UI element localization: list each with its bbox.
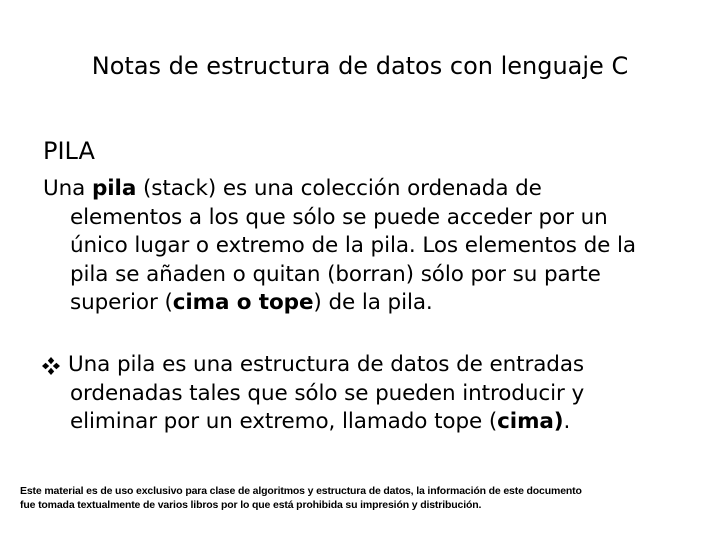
paragraph-line: [43, 289, 703, 318]
text-run: .: [563, 409, 571, 434]
bold-term-cima-o-tope: cima o tope: [172, 290, 314, 315]
paragraph-line: elementos a los que sólo se puede acceder por un: [70, 204, 608, 230]
paragraph-line: ordenadas tales que sólo se pueden introducir y: [70, 380, 585, 406]
paragraph-line: [43, 351, 703, 380]
paragraph-line: pila se añaden o quitan (borran) sólo por su parte: [70, 261, 601, 287]
text-run: superior (: [70, 290, 173, 315]
bold-term-cima: cima): [497, 409, 564, 434]
text-run: (stack) es una colección ordenada de: [136, 176, 542, 201]
paragraph-line: único lugar o extremo de la pila. Los elementos de la: [70, 233, 636, 258]
bullet-paragraph: [43, 351, 703, 437]
stack-definition-paragraph: [43, 175, 703, 318]
footer-disclaimer: [20, 484, 720, 512]
slide-title: Notas de estructura de datos con lenguaje C: [91, 52, 629, 80]
text-run: Una pila es una estructura de datos de entradas: [68, 352, 585, 377]
paragraph-line: [43, 408, 703, 437]
bold-term-pila: pila: [91, 176, 137, 201]
section-heading: PILA: [43, 137, 95, 165]
diamond-bullet-icon: [41, 351, 68, 376]
text-run: eliminar por un extremo, llamado tope (: [70, 409, 498, 434]
text-run: Una: [43, 176, 92, 201]
footer-line: Este material es de uso exclusivo para clase de algoritmos y estructura de datos, la información de este documento: [20, 485, 582, 497]
footer-line: fue tomada textualmente de varios libros por lo que está prohibida su impresión y distribución.: [20, 499, 482, 511]
paragraph-line: [43, 175, 703, 204]
text-run: ) de la pila.: [313, 290, 433, 315]
